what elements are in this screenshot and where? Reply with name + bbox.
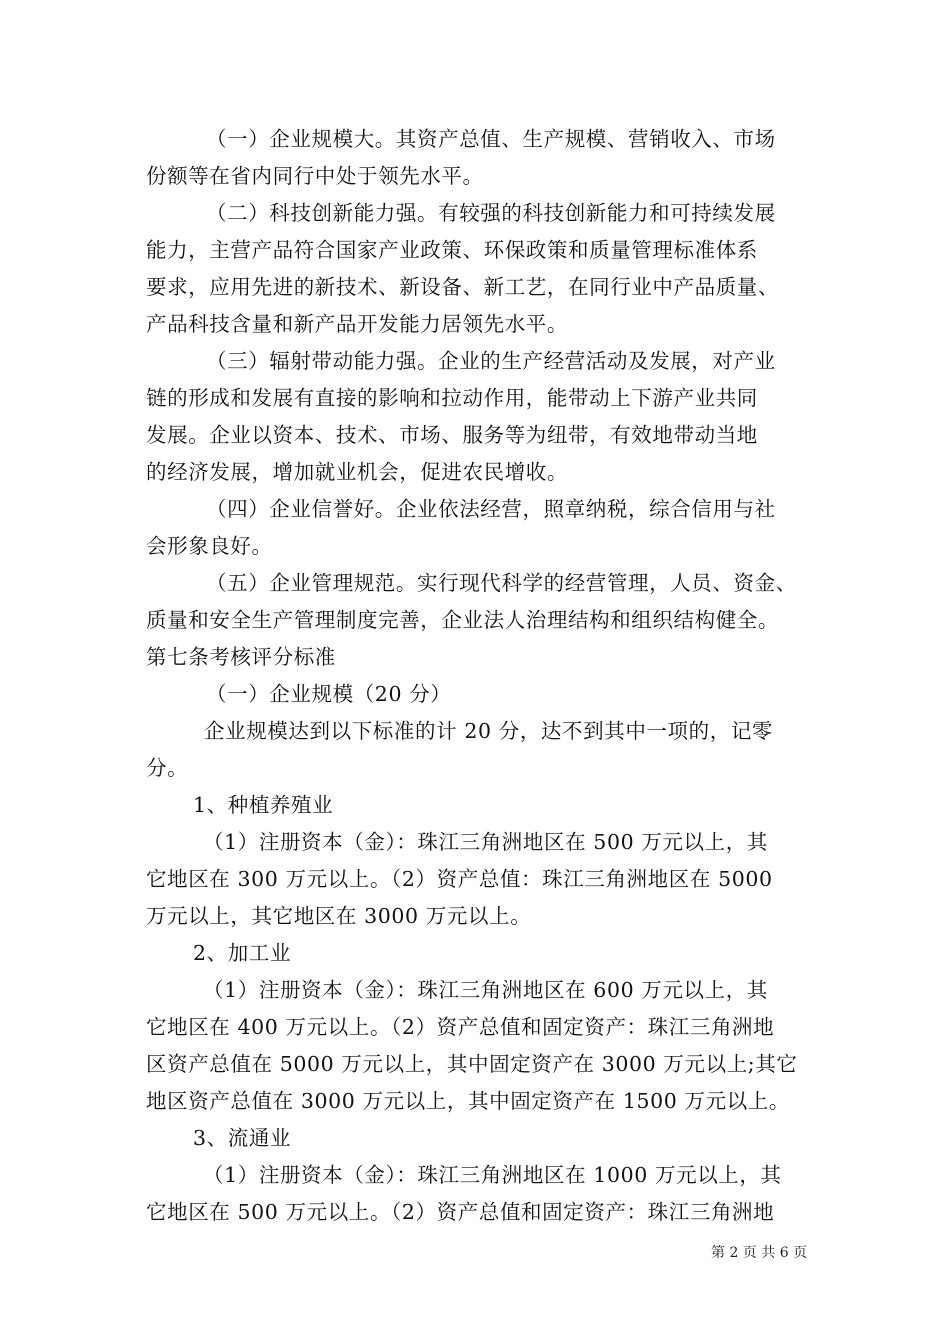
text-line: 地区资产总值在 3000 万元以上，其中固定资产在 1500 万元以上。 [146,1089,791,1113]
text-line: 它地区在 500 万元以上。（2）资产总值和固定资产：珠江三角洲地 [146,1200,775,1224]
text-line: （二）科技创新能力强。有较强的科技创新能力和可持续发展 [206,201,776,225]
text-line: （1）注册资本（金）：珠江三角洲地区在 1000 万元以上，其 [203,1163,782,1187]
subsection-heading: 3、流通业 [193,1126,292,1150]
text-line: 万元以上，其它地区在 3000 万元以上。 [146,904,532,928]
text-line: （五）企业管理规范。实行现代科学的经营管理，人员、资金、 [206,571,797,595]
text-line: （四）企业信誉好。企业依法经营，照章纳税，综合信用与社 [206,497,776,521]
text-line: 质量和安全生产管理制度完善，企业法人治理结构和组织结构健全。 [146,608,779,632]
text-line: 发展。企业以资本、技术、市场、服务等为纽带，有效地带动当地 [146,423,758,447]
subsection-heading: 2、加工业 [193,941,292,965]
text-line: （1）注册资本（金）：珠江三角洲地区在 600 万元以上，其 [203,978,768,1002]
text-line: （一）企业规模（20 分） [206,682,452,706]
text-line: 的经济发展，增加就业机会，促进农民增收。 [146,460,568,484]
text-line: （一）企业规模大。其资产总值、生产规模、营销收入、市场 [206,127,776,151]
text-line: 分。 [146,756,189,780]
page-indicator: 第 2 页 共 6 页 [711,1245,808,1261]
section-heading: 第七条考核评分标准 [146,645,336,669]
text-line: （1）注册资本（金）：珠江三角洲地区在 500 万元以上，其 [203,830,768,854]
text-line: 区资产总值在 5000 万元以上，其中固定资产在 3000 万元以上;其它 [146,1052,798,1076]
text-line: 能力，主营产品符合国家产业政策、环保政策和质量管理标准体系 [146,238,758,262]
text-line: 产品科技含量和新产品开发能力居领先水平。 [146,312,568,336]
text-line: （三）辐射带动能力强。企业的生产经营活动及发展，对产业 [206,349,776,373]
text-line: 它地区在 400 万元以上。（2）资产总值和固定资产：珠江三角洲地 [146,1015,775,1039]
text-line: 链的形成和发展有直接的影响和拉动作用，能带动上下游产业共同 [146,386,758,410]
text-line: 企业规模达到以下标准的计 20 分，达不到其中一项的，记零 [204,719,774,743]
subsection-heading: 1、种植养殖业 [193,793,334,817]
text-line: 它地区在 300 万元以上。（2）资产总值：珠江三角洲地区在 5000 [146,867,773,891]
text-line: 会形象良好。 [146,534,273,558]
text-line: 份额等在省内同行中处于领先水平。 [146,164,484,188]
text-line: 要求，应用先进的新技术、新设备、新工艺，在同行业中产品质量、 [146,275,779,299]
